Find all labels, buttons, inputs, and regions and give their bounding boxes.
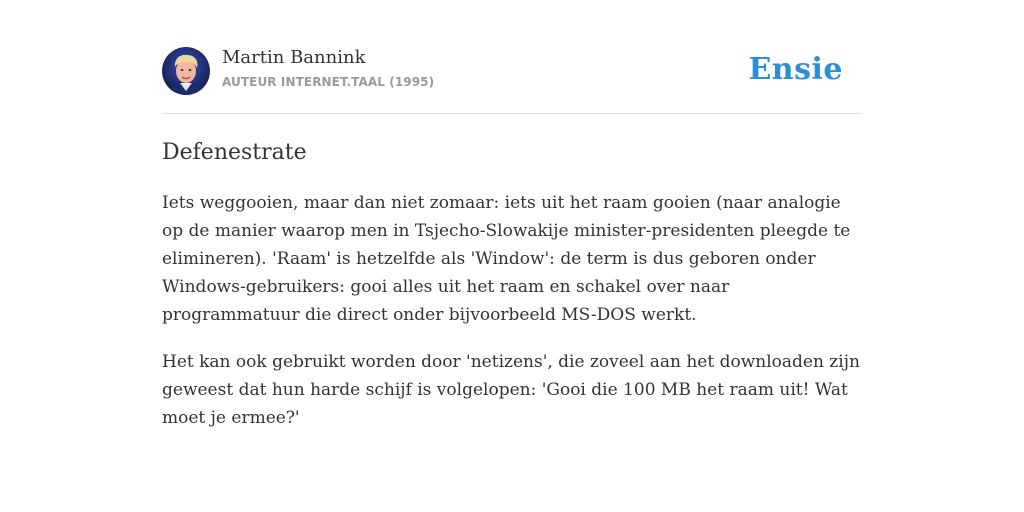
entry-header — [162, 46, 862, 114]
ensie-logo[interactable]: Ensie — [748, 52, 843, 87]
author-role: AUTEUR INTERNET.TAAL (1995) — [222, 75, 435, 89]
entry-title: Defenestrate — [162, 140, 307, 165]
entry-paragraph-2: Het kan ook gebruikt worden door 'netizens', die zoveel aan het downloaden zijn geweest dat hun harde schijf is volgelopen: 'Gooi die 100 MB het raam uit! Wat moet je ermee?' — [162, 352, 860, 428]
avatar-portrait-icon — [162, 47, 210, 95]
author-avatar[interactable] — [162, 47, 210, 95]
entry-card — [162, 46, 862, 432]
entry-paragraph-1: Iets weggooien, maar dan niet zomaar: iets uit het raam gooien (naar analogie op de manier waarop men in Tsjecho-Slowakije minister-presidenten pleegde te elimineren). 'Raam' is hetzelfde als 'Window': de term is dus geboren onder Windows-gebruikers: gooi alles uit het raam en schakel over naar programmatuur die direct onder bijvoorbeeld MS-DOS werkt. — [162, 193, 851, 325]
author-name[interactable]: Martin Bannink — [222, 47, 366, 68]
